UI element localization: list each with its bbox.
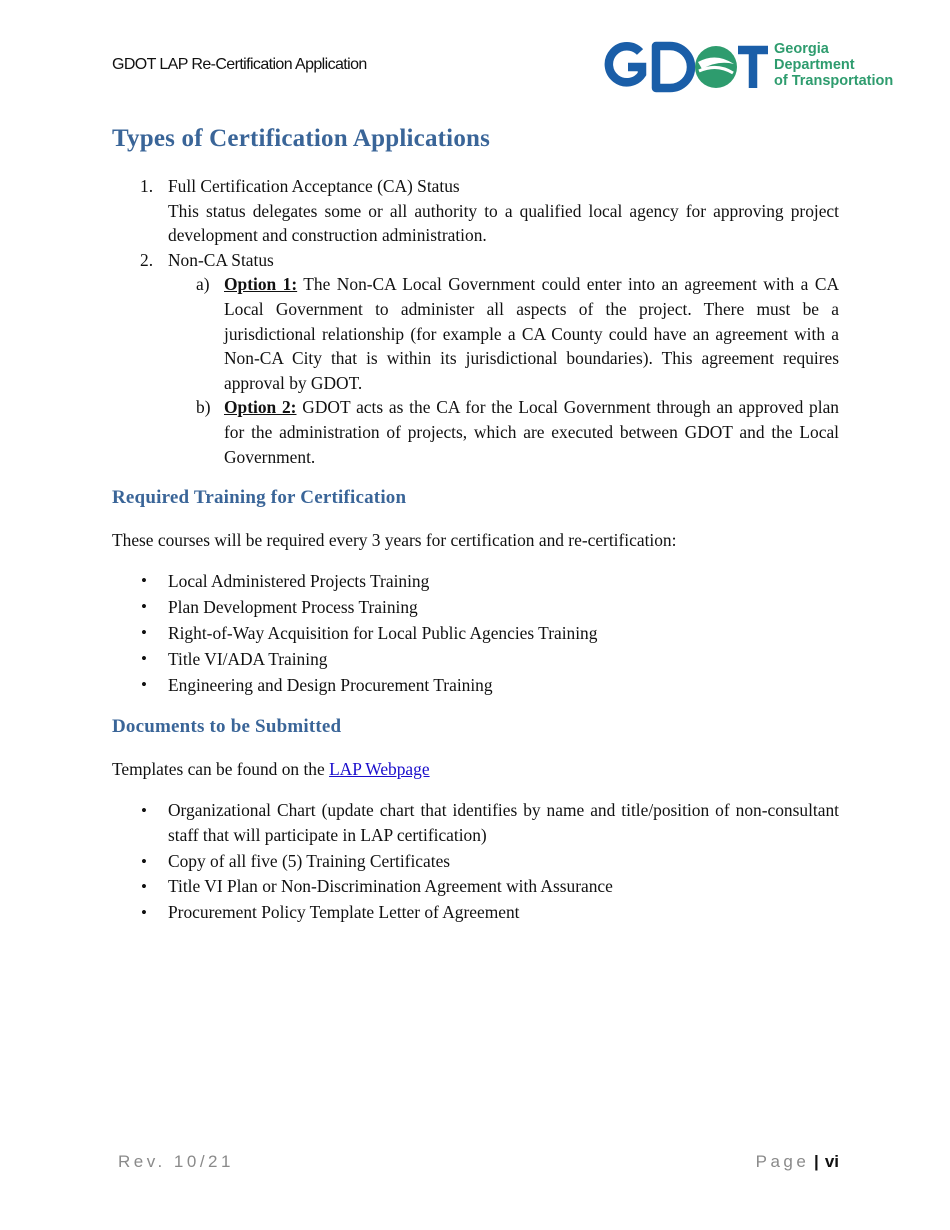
- section-heading-documents: Documents to be Submitted: [112, 716, 342, 738]
- footer-page-value: vi: [824, 1152, 839, 1171]
- footer-page-label: Page: [755, 1152, 810, 1171]
- lap-webpage-link[interactable]: LAP Webpage: [329, 758, 430, 779]
- gdot-logo-wordmark: [774, 41, 893, 89]
- option-1-title: Option 1:: [224, 274, 298, 295]
- documents-intro: [112, 757, 839, 782]
- documents-list: [112, 798, 839, 926]
- list-item: • Local Administered Projects Training: [112, 568, 839, 594]
- section-heading-types: Types of Certification Applications: [112, 125, 491, 152]
- logo-line-department: Department: [774, 57, 855, 73]
- footer-separator: |: [814, 1152, 819, 1171]
- list-item-title: Full Certification Acceptance (CA) Status: [168, 176, 460, 196]
- list-item: • Right-of-Way Acquisition for Local Public Agencies Training: [112, 620, 839, 646]
- list-item: • Plan Development Process Training: [112, 594, 839, 620]
- list-item: • Title VI/ADA Training: [112, 646, 839, 672]
- option-2-item: [112, 395, 839, 469]
- footer-page-number: [756, 1152, 839, 1172]
- option-label: b): [196, 397, 211, 418]
- list-item: • Procurement Policy Template Letter of Agreement: [112, 900, 839, 926]
- logo-line-georgia: Georgia: [774, 41, 829, 57]
- document-body: [112, 174, 839, 925]
- list-item: • Title VI Plan or Non-Discrimination Agreement with Assurance: [112, 874, 839, 900]
- list-number: 2.: [140, 249, 154, 270]
- list-item-full-ca: [112, 174, 839, 248]
- gdot-logo: [602, 38, 894, 96]
- list-number: 1.: [140, 176, 154, 196]
- option-label: a): [196, 274, 210, 295]
- gdot-logo-mark: [602, 38, 768, 96]
- list-item: • Copy of all five (5) Training Certificates: [112, 849, 839, 875]
- option-1-item: [112, 272, 839, 395]
- list-item: • Engineering and Design Procurement Training: [112, 672, 839, 698]
- option-2-title: Option 2:: [224, 397, 297, 418]
- list-item-non-ca: [112, 248, 839, 273]
- logo-line-transportation: of Transportation: [774, 73, 894, 89]
- footer-revision: Rev. 10/21: [118, 1152, 234, 1171]
- document-header-title: GDOT LAP Re-Certification Application: [112, 56, 367, 73]
- documents-intro-text: Templates can be found on the: [112, 758, 330, 779]
- option-1-text: The Non-CA Local Government could enter into an agreement with a CA Local Government to administer all aspects of the project. There must be a jurisdictional relationship (for example a CA County could have an agreement with a Non-CA City that is within its jurisdictional boundaries). This agreement requires approval by GDOT.: [224, 274, 840, 393]
- option-2-text: GDOT acts as the CA for the Local Government through an approved plan for the administration of projects, which are executed between GDOT and the Local Government.: [224, 397, 840, 467]
- section-heading-training: Required Training for Certification: [112, 487, 407, 509]
- training-intro: These courses will be required every 3 years for certification and re-certification:: [112, 529, 677, 550]
- list-item: • Organizational Chart (update chart that identifies by name and title/position of non-consultant staff that will participate in LAP certification): [112, 798, 839, 849]
- list-item-title: Non-CA Status: [168, 249, 274, 270]
- training-list: [112, 568, 839, 698]
- list-item-description: This status delegates some or all authority to a qualified local agency for approving project development and construction administration.: [168, 200, 839, 246]
